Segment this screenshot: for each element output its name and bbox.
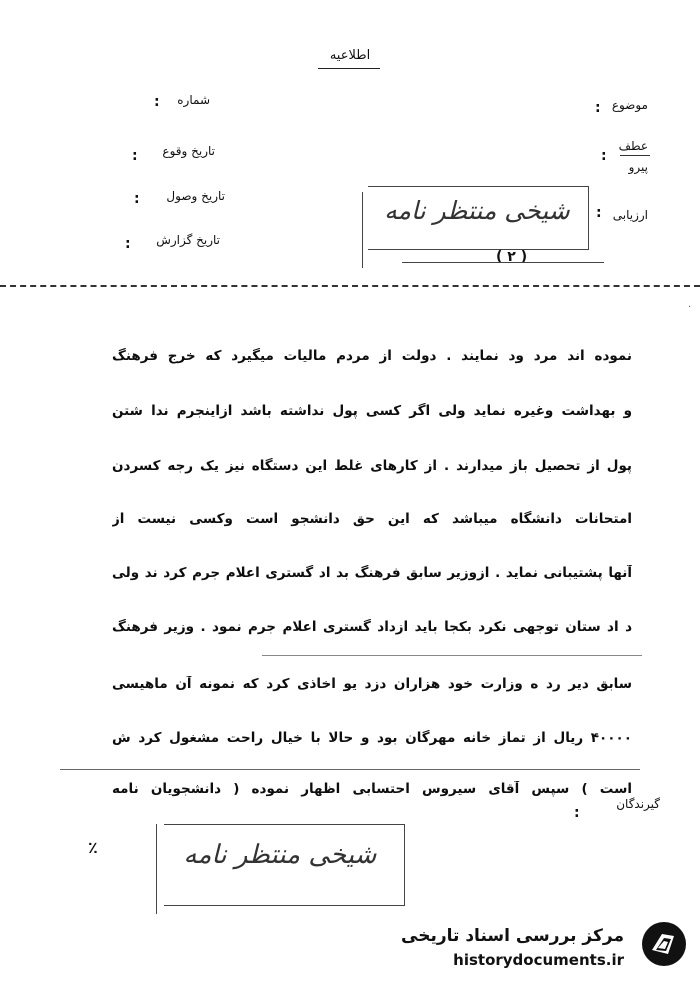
document-title: اطلاعیه (329, 48, 371, 63)
side-mark: ٪ (88, 838, 98, 857)
occurrence-date-colon: : (132, 148, 138, 164)
subject-label: موضوع (611, 98, 648, 112)
report-date-label: تاریخ گزارش (156, 233, 220, 247)
report-date-colon: : (125, 236, 131, 252)
body-underline-1 (262, 655, 642, 656)
recipients-colon: : (574, 805, 580, 821)
recipients-label: گیرندگان (616, 797, 660, 811)
header-separator (0, 285, 700, 287)
archive-logo-icon (640, 920, 688, 968)
body-line-9: است ) سپس آقای سیروس احتسابی اظهار نموده ( دانشجویان نامه (112, 781, 632, 797)
follow-label-1: عطف (618, 139, 648, 153)
body-line-6: د اد ستان توجهی نکرد بکجا باید ازداد گستری اعلام جرم نمود . وزیر فرهنگ (112, 619, 632, 635)
bottom-stamp-text: شیخی منتظر نامه (183, 840, 377, 870)
occurrence-date-label: تاریخ وقوع (162, 144, 215, 158)
archive-name: مرکز بررسی اسناد تاریخی (401, 926, 624, 946)
evaluation-code: ( ۲ ) (496, 249, 528, 265)
body-line-2: و بهداشت وغیره نماید ولی اگر کسی پول نداشته باشد ازاینجرم ندا شتن (112, 403, 632, 419)
evaluation-stamp-edge (362, 192, 363, 268)
number-colon: : (154, 94, 160, 110)
evaluation-code-underline (402, 262, 604, 263)
body-underline-2 (60, 769, 640, 770)
bottom-stamp-edge (156, 824, 157, 914)
evaluation-label: ارزیابی (612, 208, 648, 222)
subject-colon: : (595, 100, 601, 116)
receipt-date-colon: : (134, 191, 140, 207)
body-line-4: امتحانات دانشگاه میباشد که این حق دانشجو است وکسی نیست از (112, 511, 632, 527)
body-line-8: ۴۰۰۰۰ ریال از تماز خانه مهرگان بود و حالا با خیال راحت مشغول کرد ش (112, 730, 632, 746)
archive-url: historydocuments.ir (453, 951, 624, 969)
body-line-5: آنها پشتیبانی نماید . ازوزیر سابق فرهنگ بد اد گستری اعلام جرم کرد ند ولی (112, 565, 632, 581)
evaluation-stamp-text: شیخی منتظر نامه (384, 196, 570, 225)
evaluation-colon: : (596, 205, 602, 221)
body-line-1: نموده اند مرد ود نمایند . دولت از مردم مالیات میگیرد که خرج فرهنگ (112, 348, 632, 364)
body-line-7: سابق دیر رد ه وزارت خود هزاران دزد یو اخاذی کرد که نمونه آن ماهیسی (112, 676, 632, 692)
follow-divider (620, 155, 650, 156)
title-underline (318, 68, 380, 69)
number-label: شماره (177, 93, 210, 107)
receipt-date-label: تاریخ وصول (166, 189, 225, 203)
body-line-3: پول از تحصیل باز میدارند . از کارهای غلط این دستگاه نیز یک رجه کسردن (112, 458, 632, 474)
follow-colon: : (601, 148, 607, 164)
margin-mark: · (688, 302, 692, 313)
follow-label-2: پیرو (628, 160, 648, 174)
